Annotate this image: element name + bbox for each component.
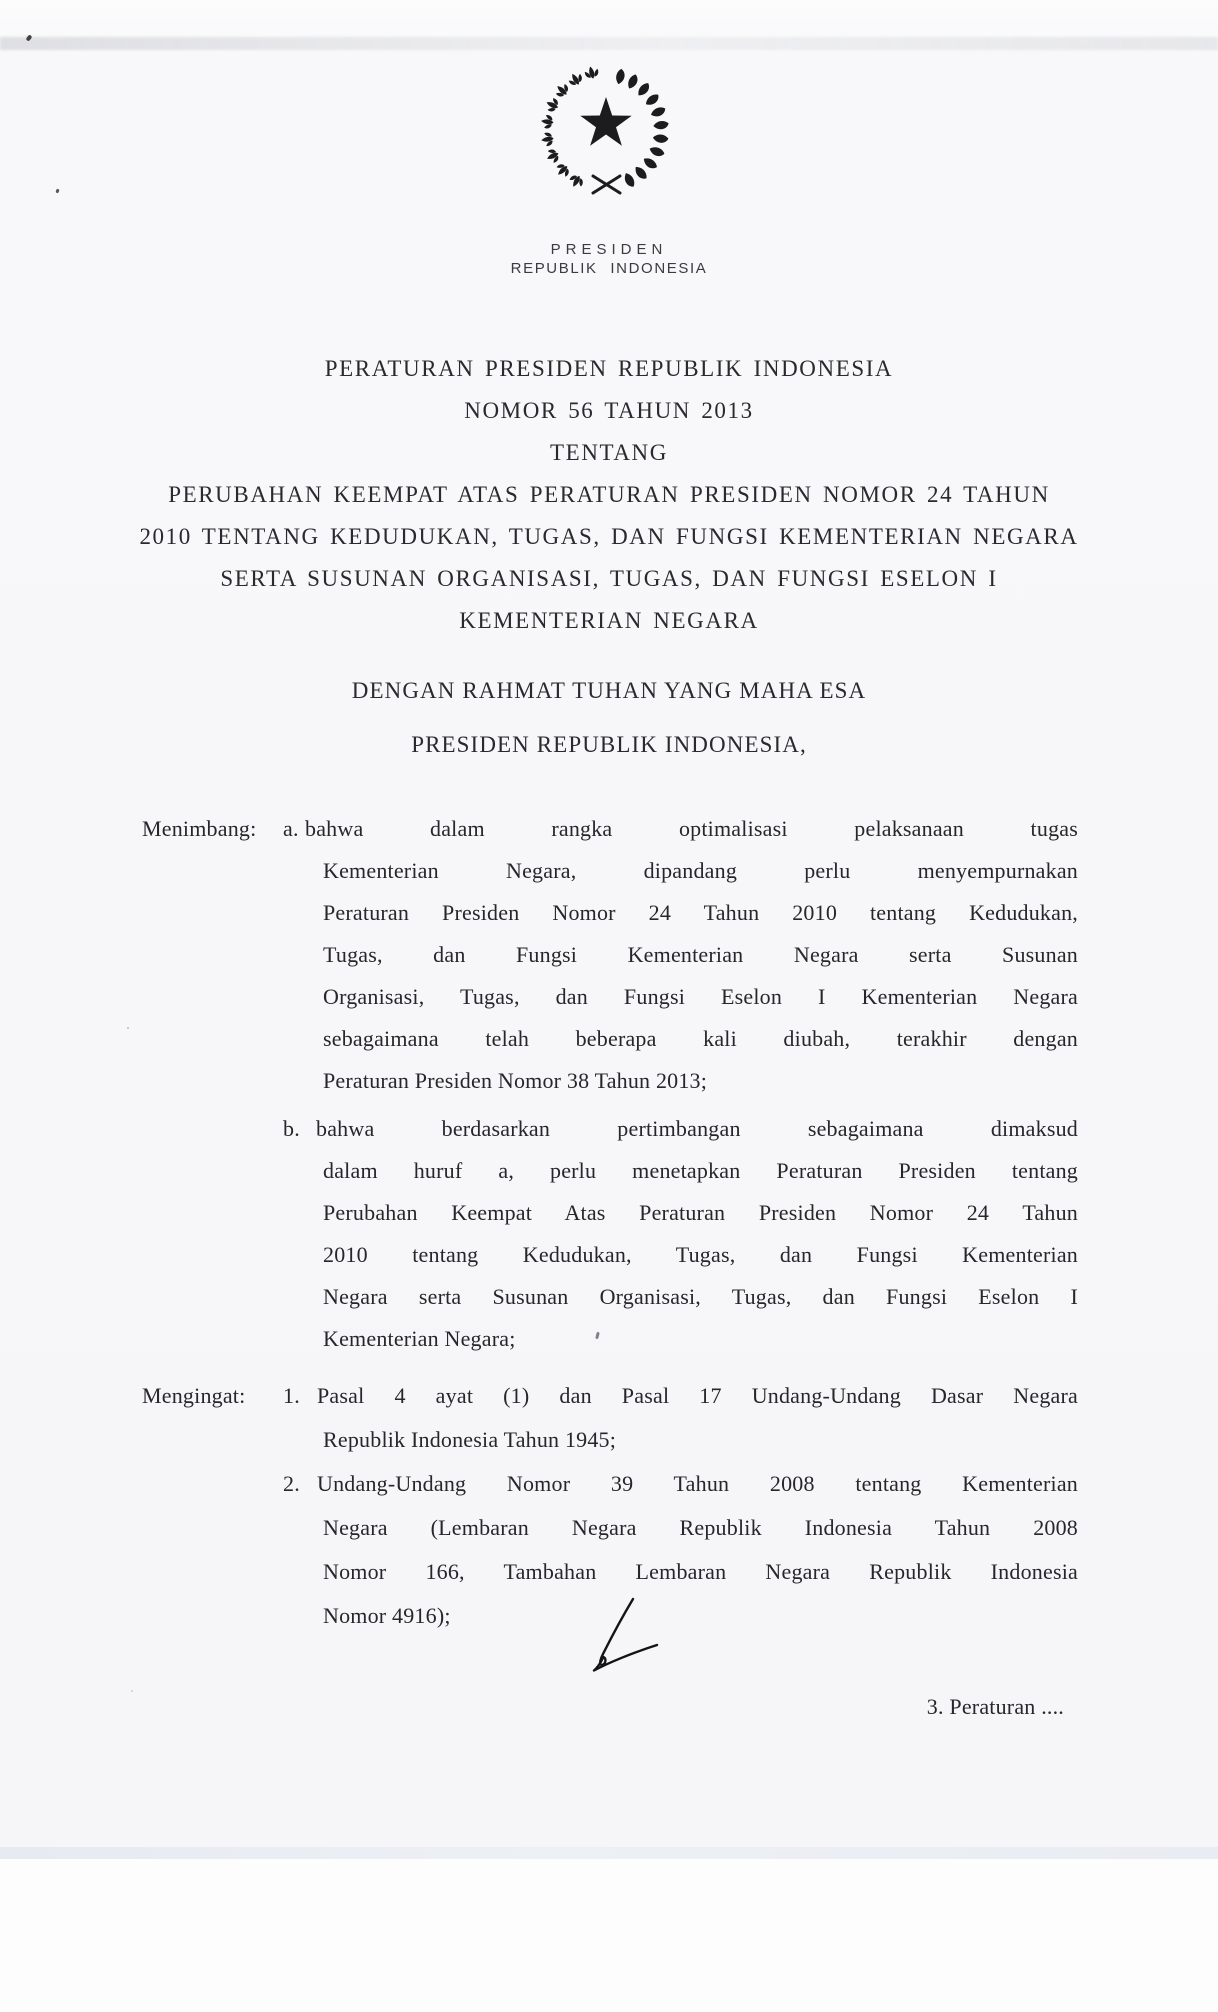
item-marker: 1. <box>283 1383 300 1408</box>
text-line: Peraturan Presiden Nomor 24 Tahun 2010 tentang Kedudukan, <box>323 900 1078 925</box>
text-line: bahwa berdasarkan pertimbangan sebagaimana dimaksud <box>316 1116 1078 1141</box>
scan-speck <box>127 1027 129 1029</box>
scan-artifact-bottom-band <box>0 1847 1218 1859</box>
text-line: bahwa dalam rangka optimalisasi pelaksanaan tugas <box>305 816 1078 841</box>
text-line: Negara serta Susunan Organisasi, Tugas, dan Fungsi Eselon I <box>323 1284 1078 1309</box>
motto-line: PRESIDEN REPUBLIK INDONESIA, <box>411 732 807 757</box>
text-line: Undang-Undang Nomor 39 Tahun 2008 tentang Kementerian <box>317 1471 1078 1496</box>
paraf-initial-mark <box>556 1596 660 1684</box>
item-text <box>305 808 1078 1102</box>
text-line: Kementerian Negara; <box>323 1326 516 1351</box>
menimbang-item-a <box>142 808 1078 1102</box>
letterhead-republik-indonesia: REPUBLIK INDONESIA <box>510 260 708 277</box>
scan-artifact-bottom-area <box>0 1859 1218 2012</box>
item-marker: b. <box>283 1116 300 1141</box>
text-line: Pasal 4 ayat (1) dan Pasal 17 Undang-Undang Dasar Negara <box>317 1383 1078 1408</box>
title-line: PERATURAN PRESIDEN REPUBLIK INDONESIA <box>324 356 894 381</box>
text-line: Republik Indonesia Tahun 1945; <box>323 1427 617 1452</box>
regulation-title <box>70 348 1148 642</box>
scan-speck <box>131 1690 133 1692</box>
text-line: Peraturan Presiden Nomor 38 Tahun 2013; <box>323 1068 708 1093</box>
title-line: 2010 TENTANG KEDUDUKAN, TUGAS, DAN FUNGSI KEMENTERIAN NEGARA <box>139 524 1079 549</box>
preamble-motto <box>70 664 1148 772</box>
text-line: Nomor 166, Tambahan Lembaran Negara Republik Indonesia <box>323 1559 1078 1584</box>
item-marker: a. <box>283 816 299 841</box>
text-line: Nomor 4916); <box>323 1603 451 1628</box>
presidential-seal-star-wreath-icon <box>533 60 679 206</box>
title-line-tentang: TENTANG <box>550 440 668 465</box>
menimbang-item-b <box>142 1108 1078 1360</box>
letterhead-presiden: PRESIDEN <box>550 241 668 258</box>
text-line: Negara (Lembaran Negara Republik Indonesia Tahun 2008 <box>323 1515 1078 1540</box>
mengingat-item-1 <box>142 1374 1078 1462</box>
letterhead <box>0 240 1218 278</box>
menimbang-label: Menimbang: <box>142 816 257 841</box>
menimbang-section <box>142 808 1078 1360</box>
scan-speck <box>55 189 59 194</box>
item-marker: 2. <box>283 1471 300 1496</box>
title-line-nomor: NOMOR 56 TAHUN 2013 <box>464 398 754 423</box>
text-line: sebagaimana telah beberapa kali diubah, terakhir dengan <box>323 1026 1078 1051</box>
motto-line: DENGAN RAHMAT TUHAN YANG MAHA ESA <box>351 678 867 703</box>
text-line: Tugas, dan Fungsi Kementerian Negara serta Susunan <box>323 942 1078 967</box>
text-line: dalam huruf a, perlu menetapkan Peraturan Presiden tentang <box>323 1158 1078 1183</box>
title-line: KEMENTERIAN NEGARA <box>459 608 759 633</box>
catchword-next-page: 3. Peraturan .... <box>926 1694 1064 1719</box>
text-line: 2010 tentang Kedudukan, Tugas, dan Fungsi Kementerian <box>323 1242 1078 1267</box>
scan-artifact-top-band <box>0 37 1218 50</box>
item-text <box>316 1108 1078 1360</box>
title-line: SERTA SUSUNAN ORGANISASI, TUGAS, DAN FUNGSI ESELON I <box>220 566 998 591</box>
text-line: Perubahan Keempat Atas Peraturan Presiden Nomor 24 Tahun <box>323 1200 1078 1225</box>
item-text <box>317 1374 1078 1462</box>
item-text <box>317 1462 1078 1638</box>
mengingat-label: Mengingat: <box>142 1383 246 1408</box>
title-line: PERUBAHAN KEEMPAT ATAS PERATURAN PRESIDEN NOMOR 24 TAHUN <box>168 482 1050 507</box>
text-line: Organisasi, Tugas, dan Fungsi Eselon I Kementerian Negara <box>323 984 1078 1009</box>
text-line: Kementerian Negara, dipandang perlu menyempurnakan <box>323 858 1078 883</box>
